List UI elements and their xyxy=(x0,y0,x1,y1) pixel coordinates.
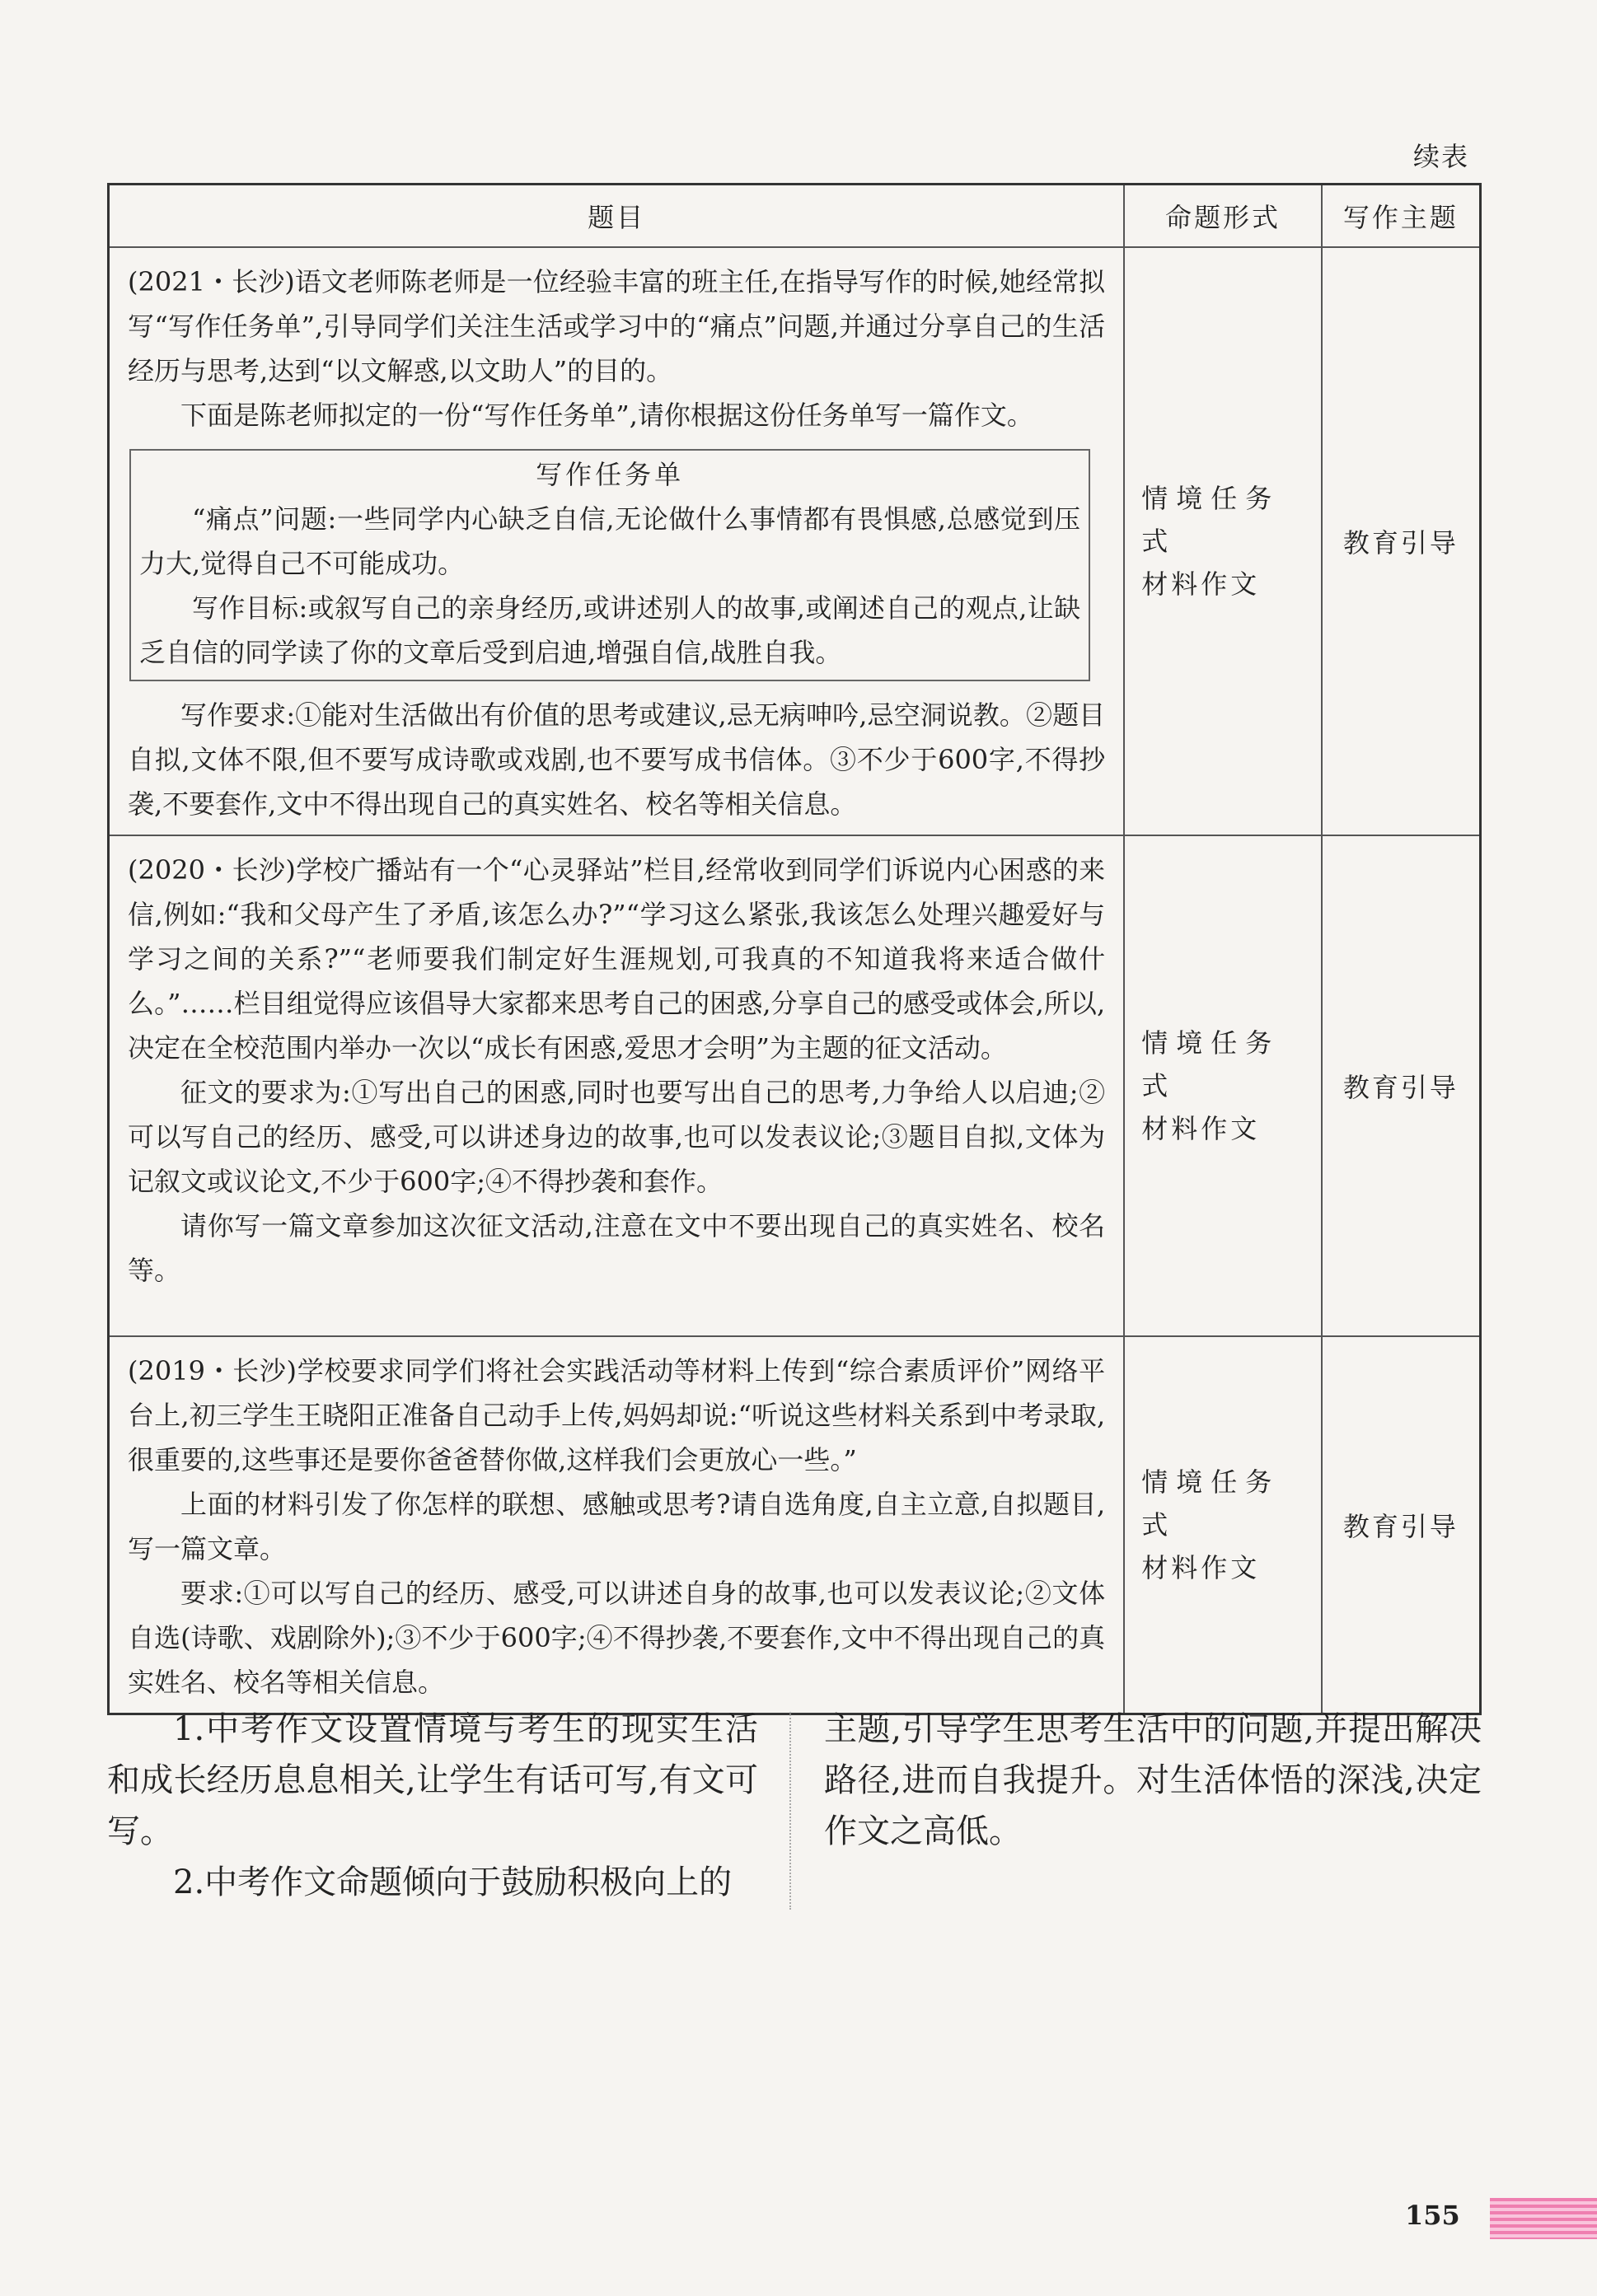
topic-intro: (2019・长沙)学校要求同学们将社会实践活动等材料上传到“综合素质评价”网络平台上,初三学生王晓阳正准备自己动手上传,妈妈却说:“听说这些材料关系到中考录取,很重要的,这些事还是要你爸爸替你做,这样我们会更放心一些。” xyxy=(128,1355,1106,1475)
form-cell xyxy=(1124,1336,1322,1714)
table-header-row xyxy=(109,185,1481,248)
topic-cell xyxy=(109,835,1125,1336)
form-line2: 材料作文 xyxy=(1141,1552,1261,1583)
topic-paragraph: 要求:①可以写自己的经历、感受,可以讲述自身的故事,也可以发表议论;②文体自选(诗歌、戏剧除外);③不少于600字;④不得抄袭,不要套作,文中不得出现自己的真实姓名、校名等相关信息。 xyxy=(128,1578,1106,1698)
form-line2: 材料作文 xyxy=(1141,568,1261,600)
table-row xyxy=(109,247,1481,835)
form-line1: 情境任务式 xyxy=(1141,1466,1281,1541)
header-form: 命题形式 xyxy=(1124,185,1322,248)
topic-requirements: 写作要求:①能对生活做出有价值的思考或建议,忌无病呻吟,忌空洞说教。②题目自拟,文体不限,但不要写成诗歌或戏剧,也不要写成书信体。③不少于600字,不得抄袭,不要套作,文中不得出现自己的真实姓名、校名等相关信息。 xyxy=(128,699,1106,820)
theme-cell: 教育引导 xyxy=(1322,247,1481,835)
task-pain-point: “痛点”问题:一些同学内心缺乏自信,无论做什么事情都有畏惧感,总感觉到压力大,觉得自己不可能成功。 xyxy=(139,503,1081,579)
header-theme: 写作主题 xyxy=(1322,185,1481,248)
topic-cell xyxy=(109,1336,1125,1714)
topic-paragraph: 征文的要求为:①写出自己的困惑,同时也要写出自己的思考,力争给人以启迪;②可以写自己的经历、感受,可以讲述身边的故事,也可以发表议论;③题目自拟,文体为记叙文或议论文,不少于600字;④不得抄袭和套作。 xyxy=(128,1077,1106,1197)
notes-right-column: 主题,引导学生思考生活中的问题,并提出解决路径,进而自我提升。对生活体悟的深浅,决定作文之高低。 xyxy=(824,1710,1482,1850)
composition-table xyxy=(107,183,1482,1715)
header-topic: 题目 xyxy=(109,185,1125,248)
form-line1: 情境任务式 xyxy=(1141,1027,1281,1101)
form-cell xyxy=(1124,247,1322,835)
notes-left-column xyxy=(107,1704,758,1908)
page-number: 155 xyxy=(1405,2200,1460,2231)
topic-paragraph: 上面的材料引发了你怎样的联想、感触或思考?请自选角度,自主立意,自拟题目,写一篇文章。 xyxy=(128,1489,1106,1564)
form-line1: 情境任务式 xyxy=(1141,483,1281,557)
table-row xyxy=(109,835,1481,1336)
table-row xyxy=(109,1336,1481,1714)
topic-intro: (2020・长沙)学校广播站有一个“心灵驿站”栏目,经常收到同学们诉说内心困惑的来信,例如:“我和父母产生了矛盾,该怎么办?”“学习这么紧张,我该怎么处理兴趣爱好与学习之间的关系?”“老师要我们制定好生涯规划,可我真的不知道我将来适合做什么。”……栏目组觉得应该倡导大家都来思考自己的困惑,分享自己的感受或体会,所以,决定在全校范围内举办一次以“成长有困惑,爱思才会明”为主题的征文活动。 xyxy=(128,854,1106,1064)
topic-paragraph: 下面是陈老师拟定的一份“写作任务单”,请你根据这份任务单写一篇作文。 xyxy=(180,400,1033,431)
task-sheet-title: 写作任务单 xyxy=(536,459,685,490)
task-sheet-box xyxy=(129,449,1090,681)
topic-intro: (2021・长沙)语文老师陈老师是一位经验丰富的班主任,在指导写作的时候,她经常拟写“写作任务单”,引导同学们关注生活或学习中的“痛点”问题,并通过分享自己的生活经历与思考,达到“以文解惑,以文助人”的目的。 xyxy=(128,266,1106,386)
note-1: 1.中考作文设置情境与考生的现实生活和成长经历息息相关,让学生有话可写,有文可写。 xyxy=(107,1710,758,1850)
topic-paragraph: 请你写一篇文章参加这次征文活动,注意在文中不要出现自己的真实姓名、校名等。 xyxy=(128,1210,1106,1286)
form-line2: 材料作文 xyxy=(1141,1113,1261,1144)
page-edge-tab xyxy=(1490,2198,1597,2239)
form-cell xyxy=(1124,835,1322,1336)
task-goal: 写作目标:或叙写自己的亲身经历,或讲述别人的故事,或阐述自己的观点,让缺乏自信的同学读了你的文章后受到启迪,增强自信,战胜自我。 xyxy=(139,592,1081,668)
theme-cell: 教育引导 xyxy=(1322,1336,1481,1714)
note-2: 2.中考作文命题倾向于鼓励积极向上的 xyxy=(173,1863,733,1901)
theme-cell: 教育引导 xyxy=(1322,835,1481,1336)
topic-cell xyxy=(109,247,1125,835)
column-divider xyxy=(789,1712,791,1910)
continued-table-label: 续表 xyxy=(1412,141,1469,172)
